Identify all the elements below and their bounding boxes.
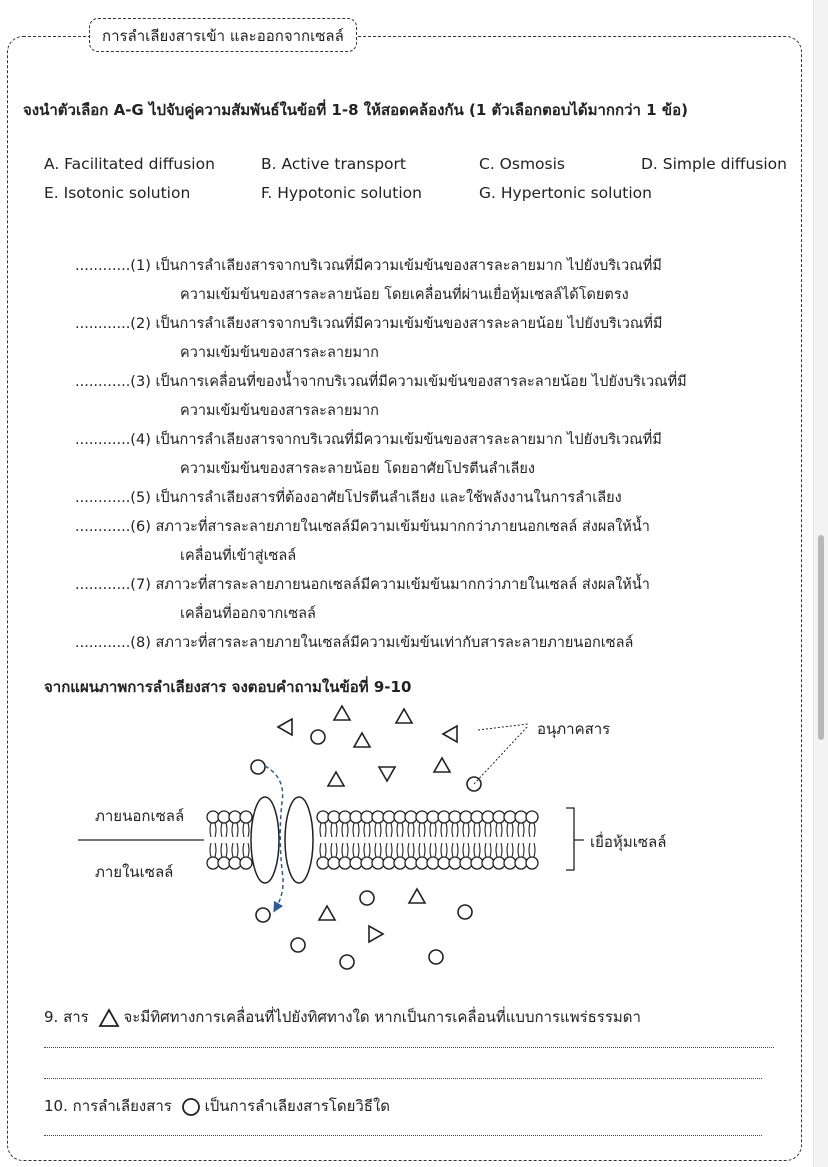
circle-particle	[311, 730, 325, 744]
option-e: E. Isotonic solution	[44, 184, 191, 202]
question-8	[75, 629, 633, 658]
circle-particle	[458, 905, 472, 919]
membrane-bracket	[566, 808, 584, 870]
channel-protein-right	[285, 797, 313, 883]
circle-particle	[251, 760, 265, 774]
question-prefix: ............(7)	[75, 577, 156, 593]
circle-particle	[429, 950, 443, 964]
question-4	[75, 426, 662, 484]
option-c: C. Osmosis	[479, 155, 565, 173]
question-text-cont: เคลื่อนที่เข้าสู่เซลล์	[180, 548, 297, 564]
question-text-cont: ความเข้มข้นของสารละลายน้อย โดยเคลื่อนที่ผ่านเยื่อหุ้มเซลล์ได้โดยตรง	[180, 287, 629, 303]
membrane-label: เยื่อหุ้มเซลล์	[590, 833, 667, 851]
q10-number: 10. การลำเลียงสาร	[44, 1097, 172, 1115]
answer-line	[44, 1047, 774, 1048]
option-a: A. Facilitated diffusion	[44, 155, 215, 173]
q10-text: เป็นการลำเลียงสารโดยวิธีใด	[204, 1097, 391, 1115]
question-10	[44, 1094, 390, 1118]
question-7	[75, 571, 650, 629]
cell-membrane	[207, 797, 538, 883]
particle-label: อนุภาคสาร	[537, 720, 611, 738]
question-text: สภาวะที่สารละลายภายนอกเซลล์มีความเข้มข้นมากกว่าภายในเซลล์ ส่งผลให้น้ำ	[155, 577, 650, 593]
option-g: G. Hypertonic solution	[479, 184, 652, 202]
triangle-icon	[98, 1008, 120, 1028]
question-1	[75, 252, 662, 310]
q9-number: 9. สาร	[44, 1008, 89, 1026]
option-d: D. Simple diffusion	[641, 155, 787, 173]
question-text-cont: เคลื่อนที่ออกจากเซลล์	[180, 606, 316, 622]
option-f: F. Hypotonic solution	[261, 184, 422, 202]
membrane-diagram-svg	[0, 690, 828, 990]
diagram-section-title: จากแผนภาพการลำเลียงสาร จงตอบคำถามในข้อที่ 9-10	[44, 678, 412, 696]
triangle-particle	[409, 889, 425, 903]
inside-cell-label: ภายในเซลล์	[95, 863, 174, 881]
question-text: เป็นการลำเลียงสารจากบริเวณที่มีความเข้มข้นของสารละลายมาก ไปยังบริเวณที่มี	[155, 258, 662, 274]
triangle-particle	[443, 726, 457, 742]
worksheet-title: การลำเลียงสารเข้า และออกจากเซลล์	[89, 18, 357, 52]
question-text: เป็นการลำเลียงสารที่ต้องอาศัยโปรตีนลำเลียง และใช้พลังงานในการลำเลียง	[155, 490, 622, 506]
question-6	[75, 513, 650, 571]
triangle-particle	[379, 767, 395, 781]
circle-particle	[360, 891, 374, 905]
question-text: สภาวะที่สารละลายภายในเซลล์มีความเข้มข้นเท่ากับสารละลายภายนอกเซลล์	[155, 635, 634, 651]
triangle-particle	[354, 733, 370, 747]
answer-line	[44, 1078, 762, 1079]
answer-line	[44, 1135, 762, 1136]
question-prefix: ............(3)	[75, 374, 156, 390]
question-2	[75, 310, 662, 368]
question-prefix: ............(2)	[75, 316, 156, 332]
question-text: เป็นการเคลื่อนที่ของน้ำจากบริเวณที่มีความเข้มข้นของสารละลายน้อย ไปยังบริเวณที่มี	[155, 374, 687, 390]
question-5	[75, 484, 622, 513]
q9-text: จะมีทิศทางการเคลื่อนที่ไปยังทิศทางใด หากเป็นการเคลื่อนที่แบบการแพร่ธรรมดา	[123, 1008, 641, 1026]
circle-icon	[181, 1097, 201, 1117]
triangle-particle	[278, 719, 292, 735]
scrollbar[interactable]	[813, 0, 828, 1167]
question-text-cont: ความเข้มข้นของสารละลายมาก	[180, 345, 379, 361]
option-b: B. Active transport	[261, 155, 406, 173]
triangle-particle	[328, 772, 344, 786]
question-text: เป็นการลำเลียงสารจากบริเวณที่มีความเข้มข้นของสารละลายน้อย ไปยังบริเวณที่มี	[155, 316, 663, 332]
question-prefix: ............(5)	[75, 490, 156, 506]
question-prefix: ............(4)	[75, 432, 156, 448]
question-text-cont: ความเข้มข้นของสารละลายน้อย โดยอาศัยโปรตีนลำเลียง	[180, 461, 536, 477]
channel-protein-left	[251, 797, 279, 883]
triangle-particle	[396, 709, 412, 723]
triangle-particle	[319, 906, 335, 920]
triangle-particle	[434, 758, 450, 772]
question-9	[44, 1005, 641, 1029]
circle-particle	[256, 908, 270, 922]
label-leader-line	[474, 726, 528, 784]
membrane-diagram	[0, 690, 828, 990]
question-text: สภาวะที่สารละลายภายในเซลล์มีความเข้มข้นมากกว่าภายนอกเซลล์ ส่งผลให้น้ำ	[155, 519, 650, 535]
outside-cell-label: ภายนอกเซลล์	[95, 807, 185, 825]
question-prefix: ............(8)	[75, 635, 156, 651]
question-text-cont: ความเข้มข้นของสารละลายมาก	[180, 403, 379, 419]
question-text: เป็นการลำเลียงสารจากบริเวณที่มีความเข้มข้นของสารละลายมาก ไปยังบริเวณที่มี	[155, 432, 662, 448]
question-prefix: ............(6)	[75, 519, 156, 535]
triangle-particle	[369, 926, 383, 942]
circle-particle	[340, 955, 354, 969]
question-3	[75, 368, 687, 426]
instruction-text: จงนำตัวเลือก A-G ไปจับคู่ความสัมพันธ์ในข้อที่ 1-8 ให้สอดคล้องกัน (1 ตัวเลือกตอบได้มากกว่า 1 ข้อ)	[23, 101, 688, 119]
label-leader-line	[478, 724, 528, 730]
question-prefix: ............(1)	[75, 258, 156, 274]
triangle-particle	[334, 706, 350, 720]
circle-particle	[291, 938, 305, 952]
